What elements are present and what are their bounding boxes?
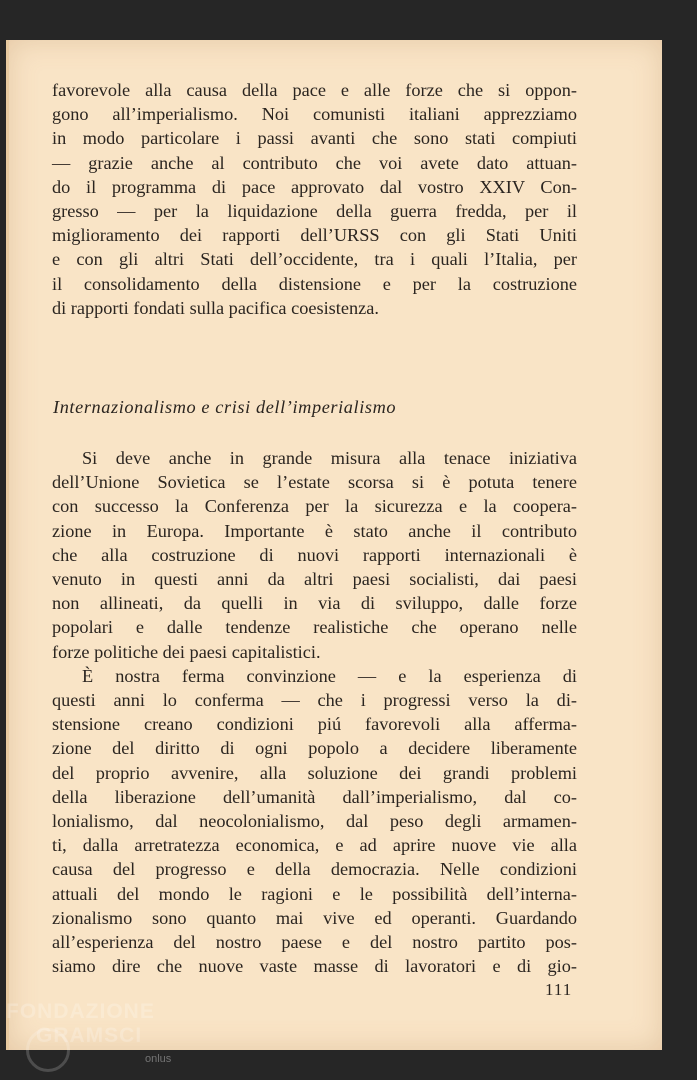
text-line: Si deve anche in grande misura alla tenace iniziativa: [82, 448, 577, 468]
text-line: zione del diritto di ogni popolo a decidere liberamente: [52, 738, 577, 759]
paragraph-2: [52, 446, 577, 664]
section-heading: Internazionalismo e crisi dell’imperialismo: [53, 397, 397, 417]
text-line: causa del progresso e della democrazia. Nelle condizioni: [52, 859, 577, 880]
text-line: — grazie anche al contributo che voi avete dato attuan-: [52, 152, 577, 173]
text-line: siamo dire che nuove vaste masse di lavoratori e di gio-: [52, 956, 577, 977]
text-line: stensione creano condizioni piú favorevoli alla afferma-: [52, 714, 577, 735]
text-line: della liberazione dell’umanità dall’imperialismo, dal co-: [52, 786, 577, 807]
text-line: ti, dalla arretratezza economica, e ad aprire nuove vie alla: [52, 835, 577, 856]
body-section: [52, 446, 577, 978]
text-line: del proprio avvenire, alla soluzione dei grandi problemi: [52, 762, 577, 783]
text-line: di rapporti fondati sulla pacifica coesistenza.: [52, 297, 379, 318]
text-line: miglioramento dei rapporti dell’URSS con gli Stati Uniti: [52, 225, 577, 246]
text-line: È nostra ferma convinzione — e la esperienza di: [82, 665, 577, 686]
page-number: 111: [545, 980, 573, 999]
text-line: venuto in questi anni da altri paesi socialisti, dai paesi: [52, 569, 577, 590]
text-line: che alla costruzione di nuovi rapporti internazionali è: [52, 544, 577, 565]
text-line: forze politiche dei paesi capitalistici.: [52, 641, 321, 662]
text-line: in modo particolare i passi avanti che sono stati compiuti: [52, 128, 577, 149]
text-line: do il programma di pace approvato dal vostro XXIV Con-: [52, 176, 577, 197]
text-line: lonialismo, dal neocolonialismo, dal peso degli armamen-: [52, 811, 577, 832]
text-line: zionalismo sono quanto mai vive ed operanti. Guardando: [52, 907, 577, 928]
text-line: attuali del mondo le ragioni e le possibilità dell’interna-: [52, 883, 577, 904]
text-line: con successo la Conferenza per la sicurezza e la coopera-: [52, 496, 577, 517]
text-line: favorevole alla causa della pace e alle forze che si oppon-: [52, 80, 577, 100]
text-line: zione in Europa. Importante è stato anche il contributo: [52, 520, 577, 541]
text-line: popolari e dalle tendenze realistiche che operano nelle: [52, 617, 577, 638]
text-line: all’esperienza del nostro paese e del nostro partito pos-: [52, 932, 577, 953]
text-line: e con gli altri Stati dell’occidente, tra i quali l’Italia, per: [52, 249, 577, 270]
text-line: il consolidamento della distensione e per la costruzione: [52, 273, 577, 294]
watermark-line-1: FONDAZIONE: [6, 1000, 155, 1023]
watermark-suffix: onlus: [145, 1053, 172, 1065]
paragraph-1: [52, 78, 577, 320]
text-line: dell’Unione Sovietica se l’estate scorsa si è potuta tenere: [52, 472, 577, 493]
text-line: gono all’imperialismo. Noi comunisti italiani apprezziamo: [52, 104, 577, 125]
text-line: gresso — per la liquidazione della guerra fredda, per il: [52, 201, 577, 222]
text-line: questi anni lo conferma — che i progressi verso la di-: [52, 690, 577, 711]
watermark-line-2: GRAMSCI: [36, 1024, 143, 1047]
text-line: non allineati, da quelli in via di sviluppo, dalle forze: [52, 593, 577, 614]
paragraph-3: [52, 664, 577, 979]
